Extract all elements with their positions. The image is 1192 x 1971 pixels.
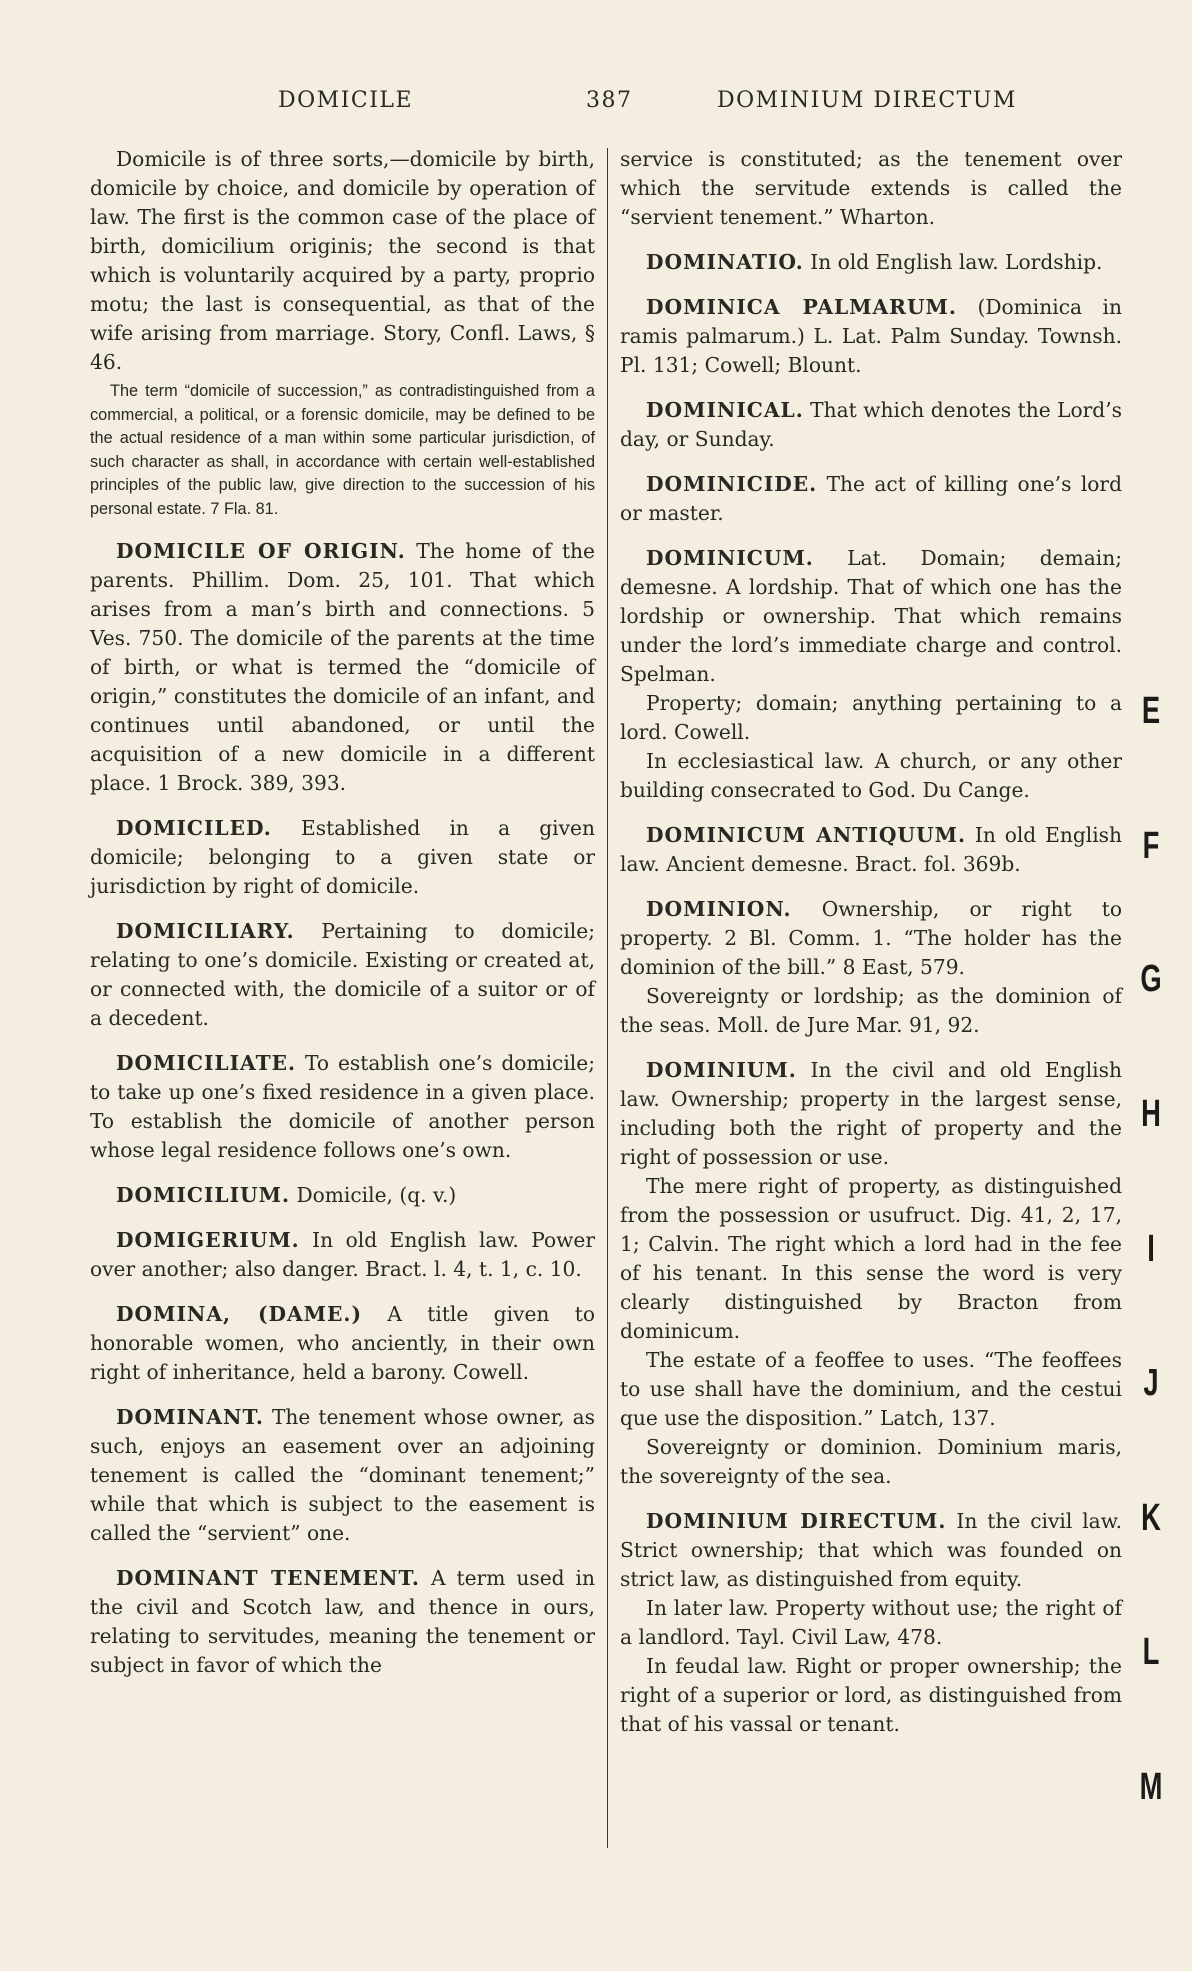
header-right-guide-word: DOMINIUM DIRECTUM [717,88,1017,113]
entry-headword: DOMICILIARY. [116,919,295,943]
entry-text: The home of the parents. Phillim. Dom. 25, 101. That which arises from a man’s birth and connections. 5 Ves. 750. The domicile of the parents at the time of birth, or what is termed the “domicile of origin,” constitutes the domicile of an infant, and continues until abandoned, or until the acquisition of a new domicile in a different place. 1 Brock. 389, 393. [90,539,596,795]
dictionary-entry [90,814,595,901]
entry-headword: DOMICILE OF ORIGIN. [116,539,406,563]
dictionary-entry [90,537,595,798]
thumb-index [1128,0,1178,1971]
entry-text: Pertaining to domicile; relating to one’s domicile. Existing or created at, or connected with, the domicile of a suitor or of a decedent. [90,919,595,1030]
entry-text: In old English law. Lordship. [810,250,1103,274]
entry-headword: DOMICILED. [116,816,272,840]
entry-note: The term “domicile of succession,” as contradistinguished from a commercial, a political, or a forensic domicile, may be defined to be the actual residence of a man within some particular jurisdiction, of such character as shall, in accordance with certain well-established principles of the public law, give direction to the succession of his personal estate. 7 Fla. 81. [90,382,595,518]
entry-text: Domicile, (q. v.) [296,1183,457,1207]
thumb-index-letter: J [1143,1362,1159,1404]
thumb-index-letter: M [1139,1766,1163,1808]
dictionary-entry [620,470,1122,528]
thumb-index-letter: F [1142,825,1160,867]
dictionary-entry [620,821,1122,879]
dictionary-entry [620,293,1122,380]
dictionary-entry [90,917,595,1033]
dictionary-entry [90,1181,595,1210]
entry-text: In old English law. Ancient demesne. Bract. fol. 369b. [620,823,1123,876]
entry-headword: DOMINANT TENEMENT. [116,1566,420,1590]
page-number: 387 [586,88,633,113]
entry-headword: DOMINIUM. [646,1058,797,1082]
entry-headword: DOMINICIDE. [646,472,818,496]
entry-text: Ownership, or right to property. 2 Bl. Comm. 1. “The holder has the dominion of the bill.” 8 East, 579. [620,897,1122,979]
entry-text: (Dominica in ramis palmarum.) L. Lat. Palm Sunday. Townsh. Pl. 131; Cowell; Blount. [620,295,1122,377]
entry-text: Sovereignty or lordship; as the dominion of the seas. Moll. de Jure Mar. 91, 92. [620,984,1122,1037]
entry-headword: DOMINATIO. [646,250,804,274]
dictionary-entry [90,1564,595,1680]
dictionary-entry [620,248,1122,277]
entry-headword: DOMINICUM. [646,546,814,570]
entry-text: Lat. Domain; demain; demesne. A lordship. That of which one has the lordship or ownership. That which remains under the lord’s immediate charge and control. Spelman. [620,546,1122,686]
dictionary-entry [620,396,1122,454]
entry-text: In the civil and old English law. Ownership; property in the largest sense, including both the right of property and the right of possession or use. [620,1058,1122,1169]
dictionary-entry-continuation [620,145,1122,232]
entry-text: A title given to honorable women, who anciently, in their own right of inheritance, held a barony. Cowell. [90,1302,595,1384]
thumb-index-letter: G [1140,958,1162,1000]
thumb-index-letter: H [1141,1093,1161,1135]
dictionary-entry [90,1226,595,1284]
dictionary-entry [620,544,1122,805]
entry-text: Established in a given domicile; belonging to a given state or jurisdiction by right of domicile. [90,816,595,898]
entry-text: In later law. Property without use; the right of a landlord. Tayl. Civil Law, 478. [620,1596,1122,1649]
dictionary-entry [90,1300,595,1387]
entry-text: The estate of a feoffee to uses. “The feoffees to use shall have the dominium, and the cestui que use the disposition.” Latch, 137. [620,1348,1122,1430]
entry-headword: DOMINICUM ANTIQUUM. [646,823,967,847]
entry-headword: DOMICILIUM. [116,1183,291,1207]
entry-text: A term used in the civil and Scotch law, and thence in ours, relating to servitudes, meaning the tenement or subject in favor of which the [90,1566,595,1677]
right-column [620,145,1122,1755]
entry-headword: DOMINIUM DIRECTUM. [646,1509,947,1533]
entry-text: To establish one’s domicile; to take up one’s fixed residence in a given place. To establish the domicile of another person whose legal residence follows one’s own. [90,1051,595,1162]
entry-text: In ecclesiastical law. A church, or any other building consecrated to God. Du Cange. [620,749,1122,802]
entry-text: Domicile is of three sorts,—domicile by birth, domicile by choice, and domicile by operation of law. The first is the common case of the place of birth, domicilium originis; the second is that which is voluntarily acquired by a party, proprio motu; the last is consequential, as that of the wife arising from marriage. Story, Confl. Laws, § 46. [90,147,595,374]
dictionary-entry [620,1056,1122,1491]
header-left-guide-word: DOMICILE [278,88,414,113]
entry-text: Sovereignty or dominion. Dominium maris, the sovereignty of the sea. [620,1435,1122,1488]
entry-text: Property; domain; anything pertaining to a lord. Cowell. [620,691,1122,744]
column-divider [607,148,608,1848]
running-header [0,88,1192,128]
entry-text: In old English law. Power over another; also danger. Bract. l. 4, t. 1, c. 10. [90,1228,595,1281]
entry-headword: DOMINICA PALMARUM. [646,295,957,319]
entry-text: That which denotes the Lord’s day, or Sunday. [620,398,1122,451]
entry-text: The tenement whose owner, as such, enjoys an easement over an adjoining tenement is called the “dominant tenement;” while that which is subject to the easement is called the “servient” one. [90,1405,595,1545]
dictionary-entry [90,1403,595,1548]
entry-text: In the civil law. Strict ownership; that which was founded on strict law, as distinguished from equity. [620,1509,1122,1591]
entry-headword: DOMINICAL. [646,398,804,422]
entry-headword: DOMINANT. [116,1405,264,1429]
left-column [90,145,595,1696]
thumb-index-letter: I [1147,1228,1155,1270]
dictionary-entry [620,1507,1122,1739]
thumb-index-letter: E [1141,690,1161,732]
thumb-index-letter: K [1141,1497,1161,1539]
entry-text: The mere right of property, as distinguished from the possession or usufruct. Dig. 41, 2, 17, 1; Calvin. The right which a lord had in the fee of his tenant. In this sense the word is very clearly distinguished by Bracton from dominicum. [620,1174,1122,1343]
dictionary-entry [620,895,1122,1040]
entry-headword: DOMINION. [646,897,792,921]
thumb-index-letter: L [1142,1631,1160,1673]
entry-text: service is constituted; as the tenement over which the servitude extends is called the “servient tenement.” Wharton. [620,147,1122,229]
entry-headword: DOMICILIATE. [116,1051,297,1075]
dictionary-entry [90,1049,595,1165]
entry-text: In feudal law. Right or proper ownership; the right of a superior or lord, as distinguished from that of his vassal or tenant. [620,1654,1122,1736]
entry-headword: DOMINA, (DAME.) [116,1302,362,1326]
entry-headword: DOMIGERIUM. [116,1228,300,1252]
entry-text: The act of killing one’s lord or master. [620,472,1122,525]
dictionary-entry [90,145,595,521]
